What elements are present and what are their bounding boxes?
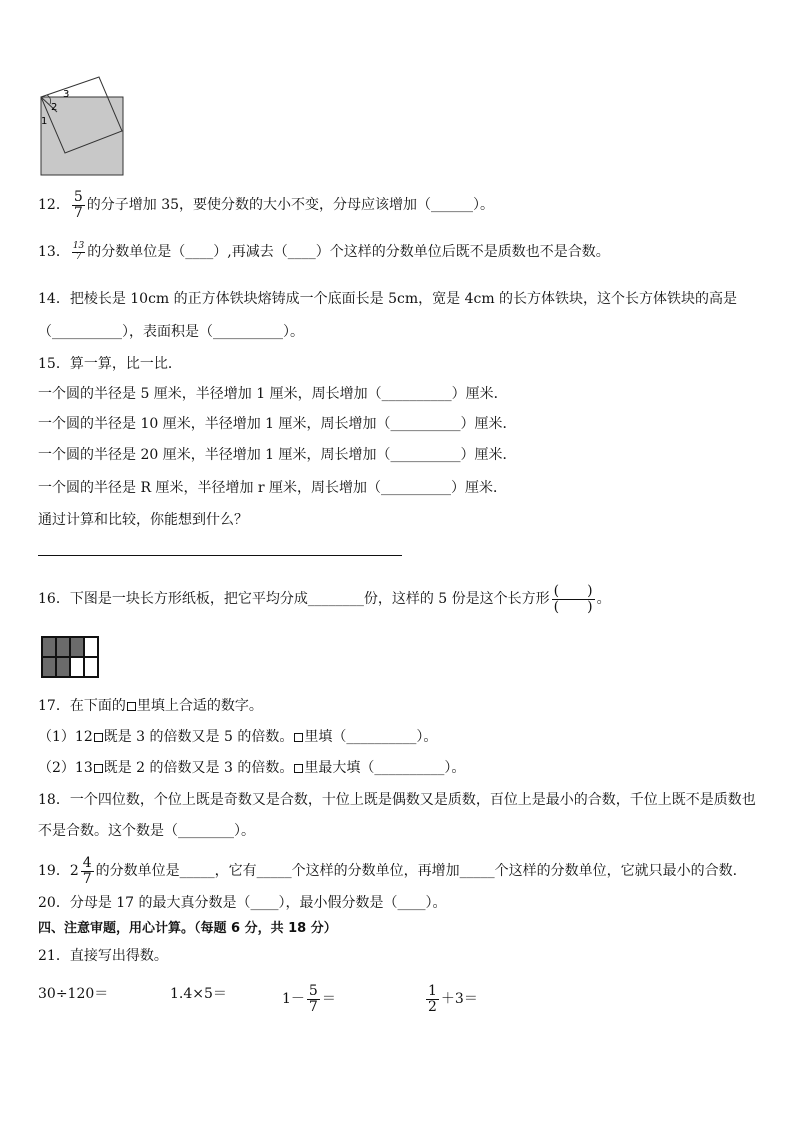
blank-box bbox=[127, 702, 136, 711]
question-15-title: 15．算一算，比一比． bbox=[38, 356, 182, 372]
question-18-line1: 18．一个四位数，个位上既是奇数又是合数，十位上既是偶数又是质数，百位上是最小的合数，千位上既不是质数也 bbox=[38, 792, 756, 808]
question-17 bbox=[38, 696, 263, 716]
q19-fraction: $\frac{4}{7}$ bbox=[82, 855, 92, 887]
calc-3-post: ＝ bbox=[321, 991, 336, 1008]
question-15-line: 一个圆的半径是 5 厘米，半径增加 1 厘米，周长增加（__________）厘米． bbox=[38, 386, 508, 402]
angle-label-1: 1 bbox=[41, 116, 48, 127]
calc-4-post: ＋3＝ bbox=[440, 991, 478, 1008]
rectangle-grid bbox=[41, 636, 99, 678]
question-14-line1: 14．把棱长是 10cm 的正方体铁块熔铸成一个底面长是 5cm，宽是 4cm 的长方体铁块，这个长方体铁块的高是 bbox=[38, 291, 738, 307]
grid-cell-shaded bbox=[56, 637, 70, 657]
q19-number: 19． bbox=[38, 863, 70, 880]
grid-cell-shaded bbox=[70, 637, 84, 657]
q17-pre: 17．在下面的 bbox=[38, 698, 126, 714]
calc-4-fraction: $\frac{1}{2}$ bbox=[428, 983, 437, 1015]
square-rotation-figure bbox=[38, 76, 128, 176]
q17-1-a: （1）12 bbox=[38, 729, 93, 745]
grid-cell bbox=[84, 637, 98, 657]
calc-4 bbox=[424, 984, 478, 1014]
calc-3-pre: 1－ bbox=[282, 991, 305, 1008]
angle-label-2: 2 bbox=[51, 102, 58, 113]
question-17-1 bbox=[38, 727, 437, 747]
question-18-line2: 不是合数。这个数是（________）。 bbox=[38, 823, 255, 839]
question-15-question: 通过计算和比较，你能想到什么？ bbox=[38, 512, 248, 528]
q16-end: 。 bbox=[596, 591, 611, 608]
q13-fraction: $\frac{13}{7}$ bbox=[72, 241, 85, 262]
question-14-line2: （__________），表面积是（__________）。 bbox=[38, 324, 304, 340]
calc-3-fraction: $\frac{5}{7}$ bbox=[308, 983, 318, 1015]
blank-box bbox=[294, 733, 303, 742]
question-21-title: 21．直接写出得数。 bbox=[38, 948, 168, 964]
q12-fraction: $\frac{5}{7}$ bbox=[73, 189, 83, 221]
question-20: 20．分母是 17 的最大真分数是（____），最小假分数是（____）。 bbox=[38, 895, 447, 911]
calc-2: 1.4×5＝ bbox=[170, 986, 227, 1002]
question-17-2 bbox=[38, 758, 465, 778]
blank-box bbox=[94, 733, 103, 742]
q17-2-a: （2）13 bbox=[38, 760, 93, 776]
q16-fraction: $\frac{( )}{( )}$ bbox=[553, 583, 593, 615]
question-13 bbox=[38, 242, 610, 262]
q17-post: 里填上合适的数字。 bbox=[136, 698, 263, 714]
q17-1-c: 里填（__________）。 bbox=[304, 729, 438, 745]
q12-text: 的分子增加 35，要使分数的大小不变，分母应该增加（______）。 bbox=[86, 197, 495, 214]
grid-cell bbox=[70, 657, 84, 677]
question-19 bbox=[38, 856, 737, 886]
question-12 bbox=[38, 190, 494, 220]
q12-number: 12． bbox=[38, 197, 70, 214]
question-15-line: 一个圆的半径是 10 厘米，半径增加 1 厘米，周长增加（__________）厘米． bbox=[38, 416, 517, 432]
q13-number: 13． bbox=[38, 244, 70, 260]
grid-cell-shaded bbox=[42, 637, 56, 657]
blank-box bbox=[294, 764, 303, 773]
q17-1-b: 既是 3 的倍数又是 5 的倍数。 bbox=[103, 729, 294, 745]
question-16 bbox=[38, 584, 611, 614]
q17-2-c: 里最大填（__________）。 bbox=[304, 760, 466, 776]
grid-cell bbox=[84, 657, 98, 677]
question-15-line: 一个圆的半径是 20 厘米，半径增加 1 厘米，周长增加（__________）厘米． bbox=[38, 447, 517, 463]
answer-line bbox=[38, 555, 402, 556]
calc-1: 30÷120＝ bbox=[38, 986, 109, 1002]
grid-cell-shaded bbox=[42, 657, 56, 677]
q13-text: 的分数单位是（____）,再减去（____）个这样的分数单位后既不是质数也不是合数。 bbox=[87, 244, 610, 260]
q19-mixed-number: 2 $\frac{4}{7}$ bbox=[69, 855, 92, 887]
q17-2-b: 既是 2 的倍数又是 3 的倍数。 bbox=[103, 760, 294, 776]
q16-text: 16．下图是一块长方形纸板，把它平均分成________份，这样的 5 份是这个长方形 bbox=[38, 591, 550, 608]
section-4-title: 四、注意审题，用心计算。（每题 6 分，共 18 分） bbox=[38, 921, 337, 936]
blank-box bbox=[94, 764, 103, 773]
question-15-line: 一个圆的半径是 R 厘米，半径增加 r 厘米，周长增加（__________）厘米． bbox=[38, 480, 508, 496]
grid-cell-shaded bbox=[56, 657, 70, 677]
calc-3 bbox=[282, 984, 336, 1014]
angle-label-3: 3 bbox=[63, 89, 70, 100]
q19-text: 的分数单位是_____，它有_____个这样的分数单位，再增加_____个这样的分数单位，它就只最小的合数. bbox=[95, 863, 738, 880]
